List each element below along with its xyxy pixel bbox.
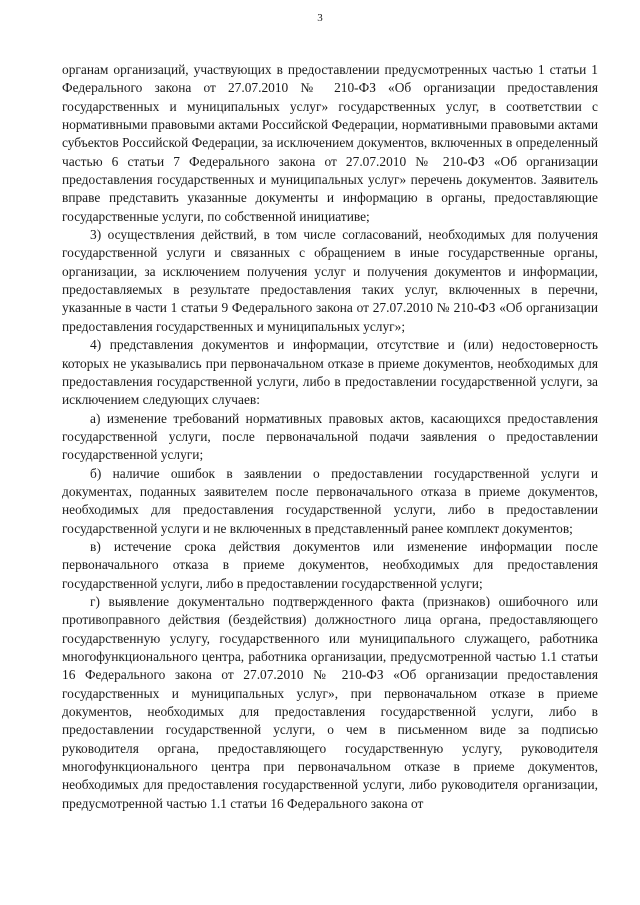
page-number: 3 [317,12,323,24]
paragraph-continuation: органам организаций, участвующих в предоставлении предусмотренных частью 1 статьи 1 Федерального закона от 27.07.2010 № 210-ФЗ «Об организации предоставления государственных и муниципальных услуг» государственных услуг, в соответствии с нормативными правовыми актами Российской Федерации, нормативными правовыми актами субъектов Российской Федерации, за исключением документов, включенных в определенный частью 6 статьи 7 Федерального закона от 27.07.2010 № 210-ФЗ «Об организации предоставления государственных и муниципальных услуг» перечень документов. Заявитель вправе представить указанные документы и информацию в органы, предоставляющие государственные услуги, по собственной инициативе; [62,62,598,224]
paragraph-item-4: 4) представления документов и информации, отсутствие и (или) недостоверность которых не указывались при первоначальном отказе в приеме документов, необходимых для предоставления государственной услуги, либо в предоставлении государственной услуги, за исключением следующих случаев: [62,337,598,408]
paragraph-item-3: 3) осуществления действий, в том числе согласований, необходимых для получения государственной услуги и связанных с обращением в иные государственные органы, организации, за исключением получения услуг и получения документов и информации, предоставляемых в результате предоставления таких услуг, включенных в перечни, указанные в части 1 статьи 9 Федерального закона от 27.07.2010 № 210-ФЗ «Об организации предоставления государственных и муниципальных услуг»; [62,227,598,334]
paragraph-subitem-g: г) выявление документально подтвержденного факта (признаков) ошибочного или противоправного действия (бездействия) должностного лица органа, предоставляющего государственную услугу, государственного или муниципального служащего, работника многофункционального центра, работника организации, предусмотренной частью 1.1 статьи 16 Федерального закона от 27.07.2010 № 210-ФЗ «Об организации предоставления государственных и муниципальных услуг», при первоначальном отказе в приеме документов, необходимых для предоставления государственной услуги, либо в предоставлении государственной услуги, о чем в письменном виде за подписью руководителя органа, предоставляющего государственную услугу, руководителя многофункционального центра при первоначальном отказе в приеме документов, необходимых для предоставления государственной услуги, либо руководителя организации, предусмотренной частью 1.1 статьи 16 Федерального закона от [62,593,598,811]
paragraph-subitem-b: б) наличие ошибок в заявлении о предоставлении государственной услуги и документах, поданных заявителем после первоначального отказа в приеме документов, необходимых для предоставления государственной услуги, либо в предоставлении государственной услуги и не включенных в представленный ранее комплект документов; [62,465,598,536]
paragraph-subitem-a: а) изменение требований нормативных правовых актов, касающихся предоставления государственной услуги, после первоначальной подачи заявления о предоставлении государственной услуги; [62,410,598,463]
paragraph-subitem-v: в) истечение срока действия документов или изменение информации после первоначального отказа в приеме документов, необходимых для предоставления государственной услуги, либо в предоставлении государственной услуги; [62,538,598,591]
document-body [62,61,598,813]
